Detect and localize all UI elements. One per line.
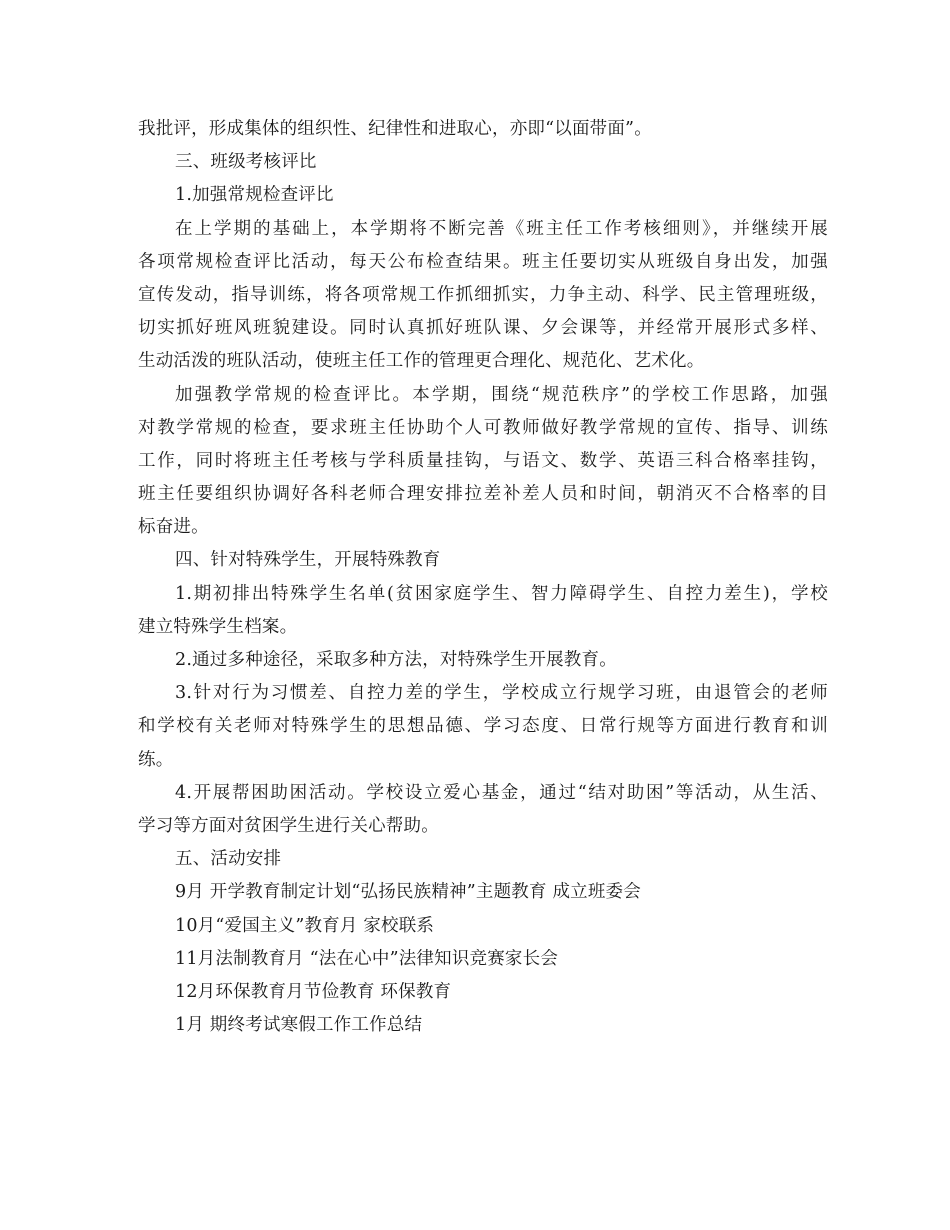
text-line: 加强教学常规的检查评比。本学期，围绕“规范秩序”的学校工作思路，加强: [175, 384, 828, 405]
text-line: 3.针对行为习惯差、自控力差的学生，学校成立行规学习班，由退管会的老师: [175, 683, 828, 704]
schedule-item: 10月“爱国主义”教育月 家校联系: [175, 915, 435, 936]
text-line: 生动活泼的班队活动，使班主任工作的管理更合理化、规范化、艺术化。: [138, 351, 705, 372]
text-line: 在上学期的基础上，本学期将不断完善《班主任工作考核细则》，并继续开展: [175, 218, 828, 239]
text-line: 工作，同时将班主任考核与学科质量挂钩，与语文、数学、英语三科合格率挂钩，: [138, 450, 828, 471]
text-line: 对教学常规的检查，要求班主任协助个人可教师做好教学常规的宣传、指导、训练: [138, 417, 828, 438]
subsection-heading: 1.加强常规检查评比: [175, 185, 334, 206]
section-heading: 三、班级考核评比: [175, 152, 317, 173]
text-line: 切实抓好班风班貌建设。同时认真抓好班队课、夕会课等，并经常开展形式多样、: [138, 318, 828, 339]
section-heading: 四、针对特殊学生，开展特殊教育: [175, 550, 441, 571]
text-line: 班主任要组织协调好各科老师合理安排拉差补差人员和时间，朝消灭不合格率的目: [138, 484, 828, 505]
text-line: 1.期初排出特殊学生名单(贫困家庭学生、智力障碍学生、自控力差生)，学校: [175, 583, 828, 604]
text-line: 宣传发动，指导训练，将各项常规工作抓细抓实，力争主动、科学、民主管理班级，: [138, 284, 828, 305]
text-line: 2.通过多种途径，采取多种方法，对特殊学生开展教育。: [175, 650, 617, 670]
schedule-item: 9月 开学教育制定计划“弘扬民族精神”主题教育 成立班委会: [175, 882, 641, 903]
text-line: 和学校有关老师对特殊学生的思想品德、学习态度、日常行规等方面进行教育和训: [138, 716, 828, 737]
text-line: 标奋进。: [138, 517, 209, 538]
text-line: 学习等方面对贫困学生进行关心帮助。: [138, 815, 439, 836]
text-line: 建立特殊学生档案。: [138, 616, 298, 637]
text-line: 各项常规检查评比活动，每天公布检查结果。班主任要切实从班级自身出发，加强: [138, 251, 828, 272]
schedule-item: 1月 期终考试寒假工作工作总结: [175, 1015, 423, 1036]
text-line: 我批评，形成集体的组织性、纪律性和进取心，亦即“以面带面”。: [138, 119, 652, 139]
schedule-item: 11月法制教育月 “法在心中”法律知识竞赛家长会: [175, 948, 559, 969]
document-body: [138, 113, 828, 1042]
text-line: 练。: [138, 749, 174, 770]
schedule-item: 12月环保教育月节俭教育 环保教育: [175, 981, 452, 1002]
text-line: 4.开展帮困助困活动。学校设立爱心基金，通过“结对助困”等活动，从生活、: [175, 782, 828, 803]
section-heading: 五、活动安排: [175, 849, 282, 870]
